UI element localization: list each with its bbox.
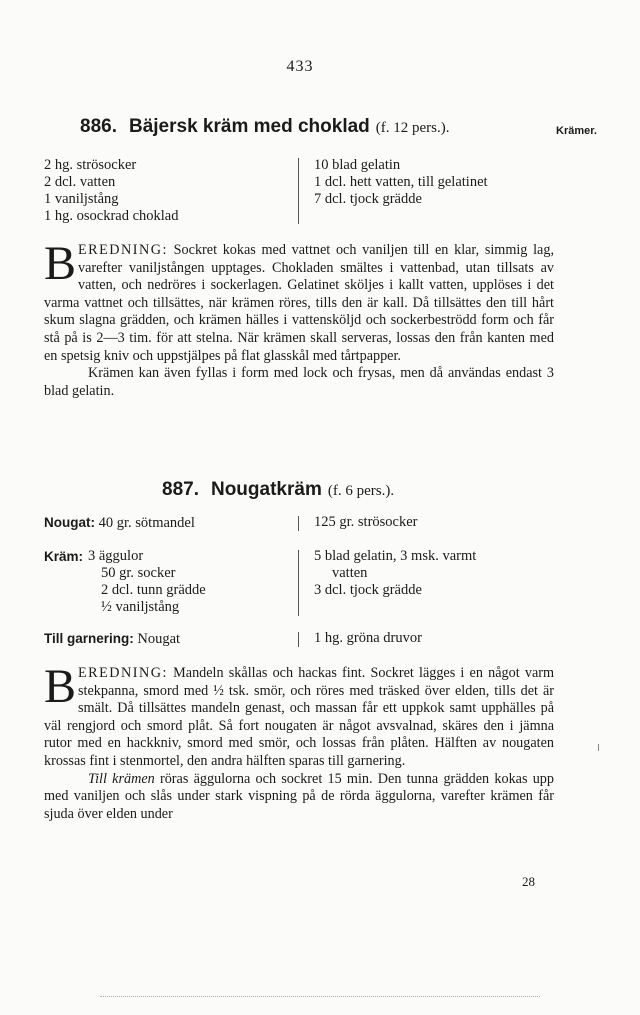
prep-label: EREDNING: [78,242,168,258]
nougat-row-left [44,514,195,532]
drop-cap: B [44,237,77,290]
ingredient-item: 1 dcl. hett vatten, till gelatinet [314,174,488,190]
bottom-edge [100,996,540,998]
recipe-title: Nougatkräm [210,479,322,500]
recipe-title: Bäjersk kräm med choklad [128,116,370,137]
preparation-paragraph [44,237,554,400]
recipe-servings: (f. 6 pers.). [327,483,395,499]
recipe-number: 887. [162,479,199,500]
drop-cap: B [44,660,77,713]
ingredient-item: 5 blad gelatin, 3 msk. varmt [314,548,477,564]
signature-number: 28 [522,874,535,889]
ingredient-item: 3 dcl. tjock grädde [314,582,422,598]
ingredient-item: 2 dcl. vatten [44,174,116,190]
prep-text: Mandeln skållas och hackas fint. Sockret lägges i en något varm stekpanna, smord med ½ tsk. smör, och röres med träsked över elden, tills det är smält. Då tillsättes mandeln genast, och massan får ett uppkok samt upphälles på väl rengjord och smord plåt. Så fort nougaten är något avsvalnad, skäres den i jämna rutor med en hackkniv, smord med smör, och lossas från plåten. Hälften av nougaten krossas fint i stenmortel, den andra hälften sparas till garnering. [44,665,554,769]
nougat-label: Nougat: [44,515,95,530]
ingredient-item: 50 gr. socker [101,565,176,581]
ingredient-item: 2 dcl. tunn grädde [101,582,206,598]
prep-text: Sockret kokas med vattnet och vaniljen till en klar, simmig lag, varefter vaniljstången upptages. Chokladen smältes i vattenbad, utan tillsats av vatten, och nedröres i sockerlagen. Gelatinet sköljes i kallt vatten, upplöses i det varma vattnet och tillsättes, när krämen röres, tills den är kall. Då tillsättes den till hårt skum slagna grädden, och krämen hälles i vattensköljd och sockerbeströdd form och får stå på is 2—3 tim. för att stelna. När krämen skall serveras, lossas den från kanten med en spetsig kniv och uppstjälpes på flat glasskål med tårtpapper. [44,242,554,364]
nougat-row-right [314,514,418,531]
recipe-servings: (f. 12 pers.). [375,120,450,136]
column-divider [298,516,299,531]
section-tag: Krämer. [556,125,597,137]
ingredient-item: 2 hg. strösocker [44,157,137,173]
kram-left-cont [101,565,206,616]
garnish-row-left [44,630,180,648]
prep-label: EREDNING: [78,665,168,681]
ingredient-item: 3 äggulor [88,548,144,564]
ingredient-item: 1 hg. osockrad choklad [44,208,179,224]
garnish-row-right [314,630,422,647]
kram-label: Kräm: [44,549,84,564]
prep-note: Krämen kan även fyllas i form med lock och frysas, men då användas endast 3 blad gelatin. [44,365,554,399]
kram-left [88,548,143,565]
margin-mark [598,744,599,751]
ingredient-item: vatten [332,565,368,581]
recipe-number: 886. [80,116,117,137]
recipe-886-heading [80,116,450,138]
ingredient-item: Nougat [137,631,181,647]
ingredient-item: 1 vaniljstång [44,191,119,207]
prep-text: röras äggulorna och sockret 15 min. Den tunna grädden kokas upp med vaniljen och slås under stark vispning på de rörda äggulorna, varefter krämen får sjuda över elden under [44,770,554,822]
ingredients-right [314,157,488,208]
column-divider [298,632,299,647]
ingredient-item: 1 hg. gröna druvor [314,630,422,646]
ingredients-left [44,157,179,225]
prep-italic: Till krämen [88,770,155,787]
ingredient-item: 40 gr. sötmandel [98,515,195,531]
column-divider [298,550,299,616]
ingredient-item: 125 gr. strösocker [314,514,418,530]
ingredient-item: ½ vaniljstång [101,599,180,615]
recipe-887-heading [162,479,394,501]
preparation-paragraph [44,660,554,823]
kram-right [314,548,476,599]
page-number: 433 [286,58,314,75]
ingredient-item: 10 blad gelatin [314,157,401,173]
garnish-label: Till garnering: [44,631,134,646]
ingredient-item: 7 dcl. tjock grädde [314,191,422,207]
column-divider [298,158,299,224]
